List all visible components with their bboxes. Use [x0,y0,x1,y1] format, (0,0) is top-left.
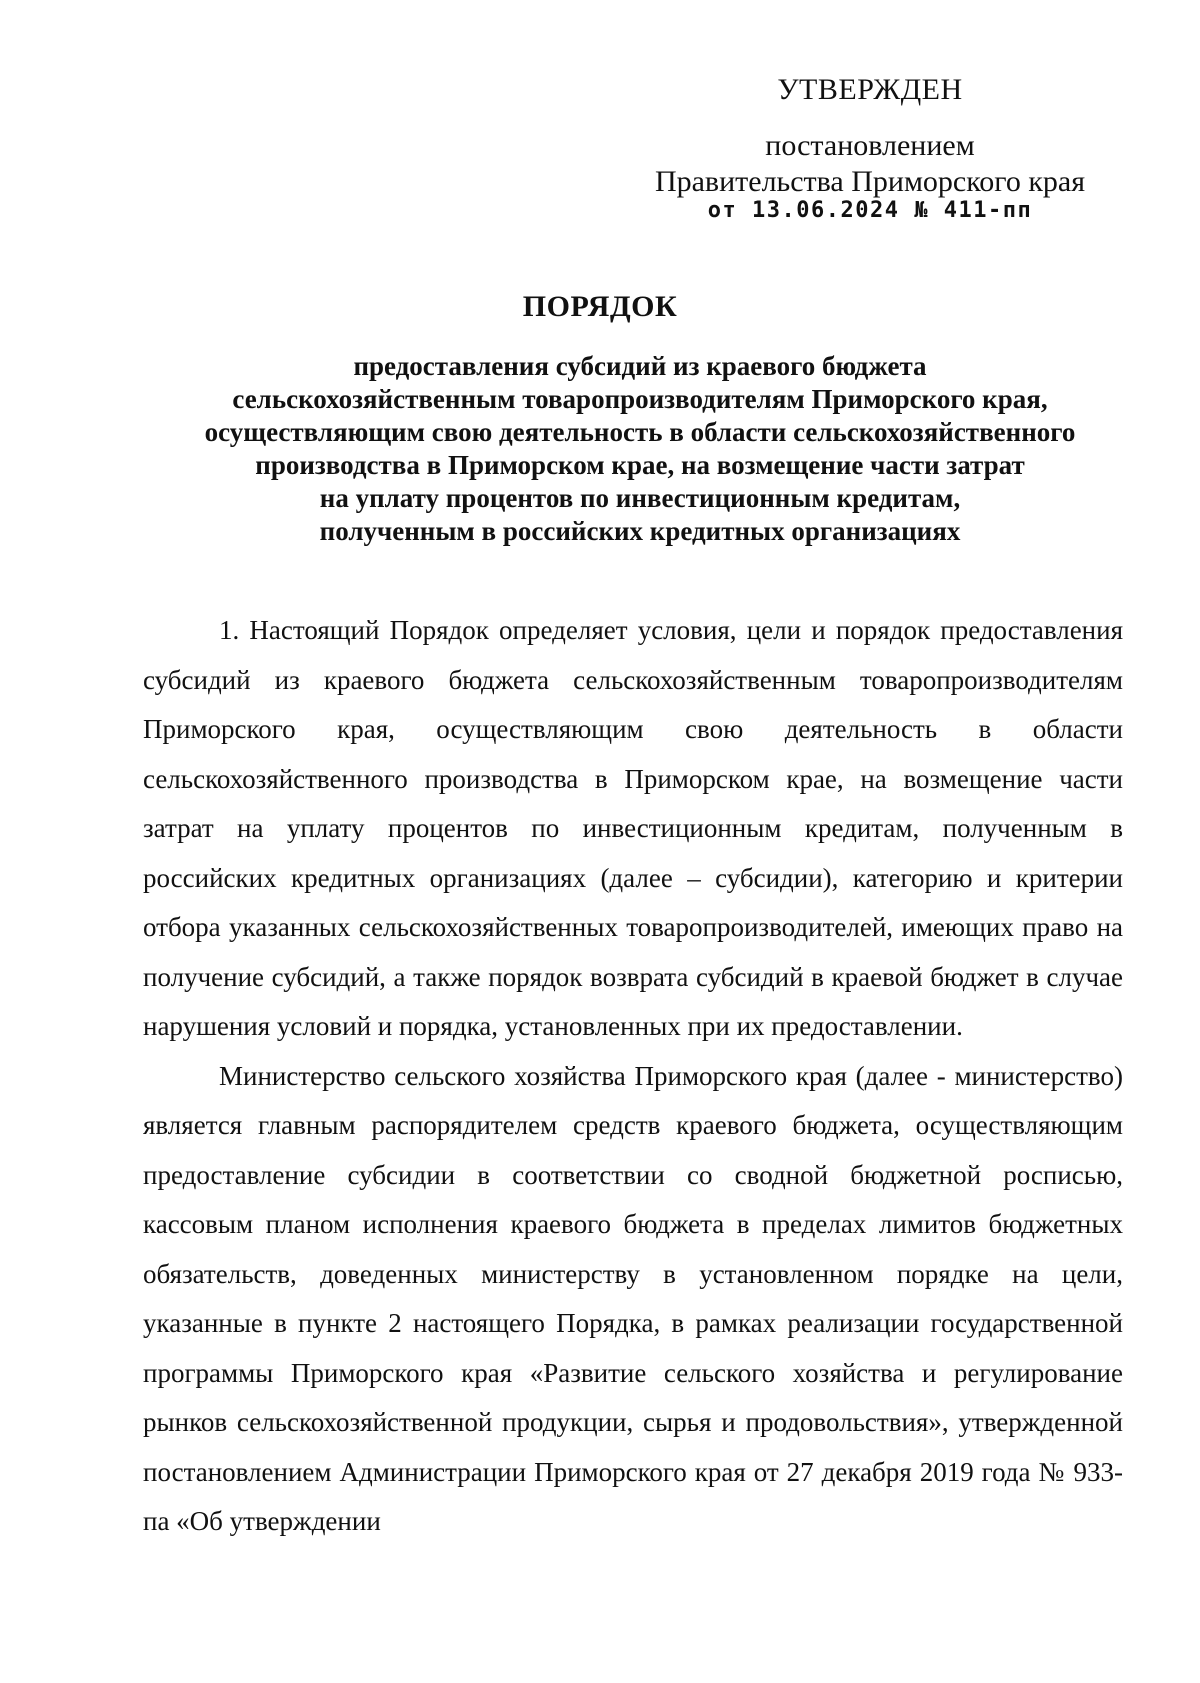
document-title: ПОРЯДОК [522,290,678,323]
approval-block [650,72,1090,224]
paragraph-2: Министерство сельского хозяйства Приморского края (далее - министерство) является главным распорядителем средств краевого бюджета, осуществляющим предоставление субсидии в соответствии со сводной бюджетной росписью, кассовым планом исполнения краевого бюджета в пределах лимитов бюджетных обязательств, доведенных министерству в установленном порядке на цели, указанные в пункте 2 настоящего Порядка, в рамках реализации государственной программы Приморского края «Развитие сельского хозяйства и регулирование рынков сельскохозяйственной продукции, сырья и продовольствия», утвержденной постановлением Администрации Приморского края от 27 декабря 2019 года № 933-па «Об утверждении [143,1060,1123,1536]
subtitle-line: полученным в российских кредитных организациях [319,516,961,546]
document-body [143,606,1123,1547]
approval-date-number-stamp: от 13.06.2024 № 411-пп [707,198,1033,223]
subtitle-line: предоставления субсидий из краевого бюджета [353,351,927,381]
approval-line-resolution: постановлением [765,129,975,162]
approval-line-government: Правительства Приморского края [654,165,1086,198]
document-subtitle [120,350,1160,548]
subtitle-line: производства в Приморском крае, на возмещение части затрат [255,450,1025,480]
subtitle-line: на уплату процентов по инвестиционным кредитам, [319,483,961,513]
subtitle-line: осуществляющим свою деятельность в области сельскохозяйственного [204,417,1076,447]
subtitle-line: сельскохозяйственным товаропроизводителям Приморского края, [232,384,1048,414]
paragraph-1: 1. Настоящий Порядок определяет условия, цели и порядок предоставления субсидий из краевого бюджета сельскохозяйственным товаропроизводителям Приморского края, осуществляющим свою деятельность в области сельскохозяйственного производства в Приморском крае, на возмещение части затрат на уплату процентов по инвестиционным кредитам, полученным в российских кредитных организациях (далее – субсидии), категорию и критерии отбора указанных сельскохозяйственных товаропроизводителей, имеющих право на получение субсидий, а также порядок возврата субсидий в краевой бюджет в случае нарушения условий и порядка, установленных при их предоставлении. [143,615,1123,1041]
approved-heading: УТВЕРЖДЕН [777,73,963,106]
